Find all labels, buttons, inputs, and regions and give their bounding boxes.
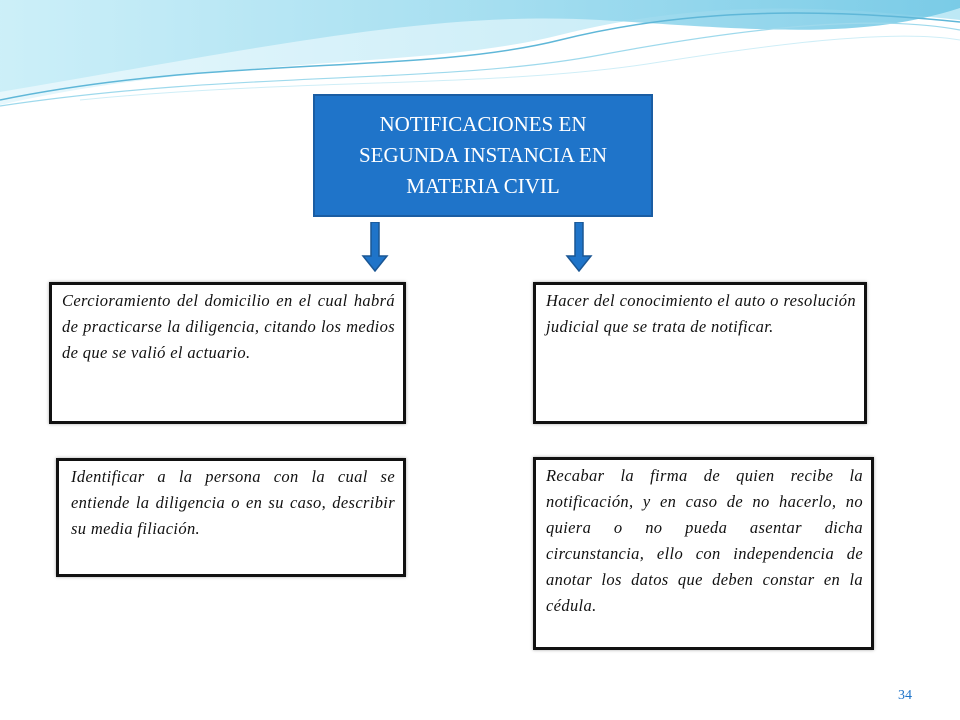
box-notify-resolution [533,282,867,424]
box-collect-signature-text: Recabar la firma de quien recibe la notificación, y en caso de no hacerlo, no quiera o no pueda asentar dicha circunstancia, ello con independencia de anotar los datos que deben constar en la cédula. [546,466,863,615]
page-number: 34 [898,688,912,703]
box-verify-domicile [49,282,406,424]
title-text: NOTIFICACIONES EN SEGUNDA INSTANCIA EN MATERIA CIVIL [359,112,607,198]
box-notify-resolution-text: Hacer del conocimiento el auto o resolución judicial que se trata de notificar. [546,291,856,336]
down-arrow-left-icon [361,222,389,272]
title-box [313,94,653,217]
box-identify-person-text: Identificar a la persona con la cual se entiende la diligencia o en su caso, describir su media filiación. [71,467,395,538]
box-identify-person [56,458,406,577]
box-verify-domicile-text: Cercioramiento del domicilio en el cual habrá de practicarse la diligencia, citando los medios de que se valió el actuario. [62,291,395,362]
box-collect-signature [533,457,874,650]
down-arrow-right-icon [565,222,593,272]
